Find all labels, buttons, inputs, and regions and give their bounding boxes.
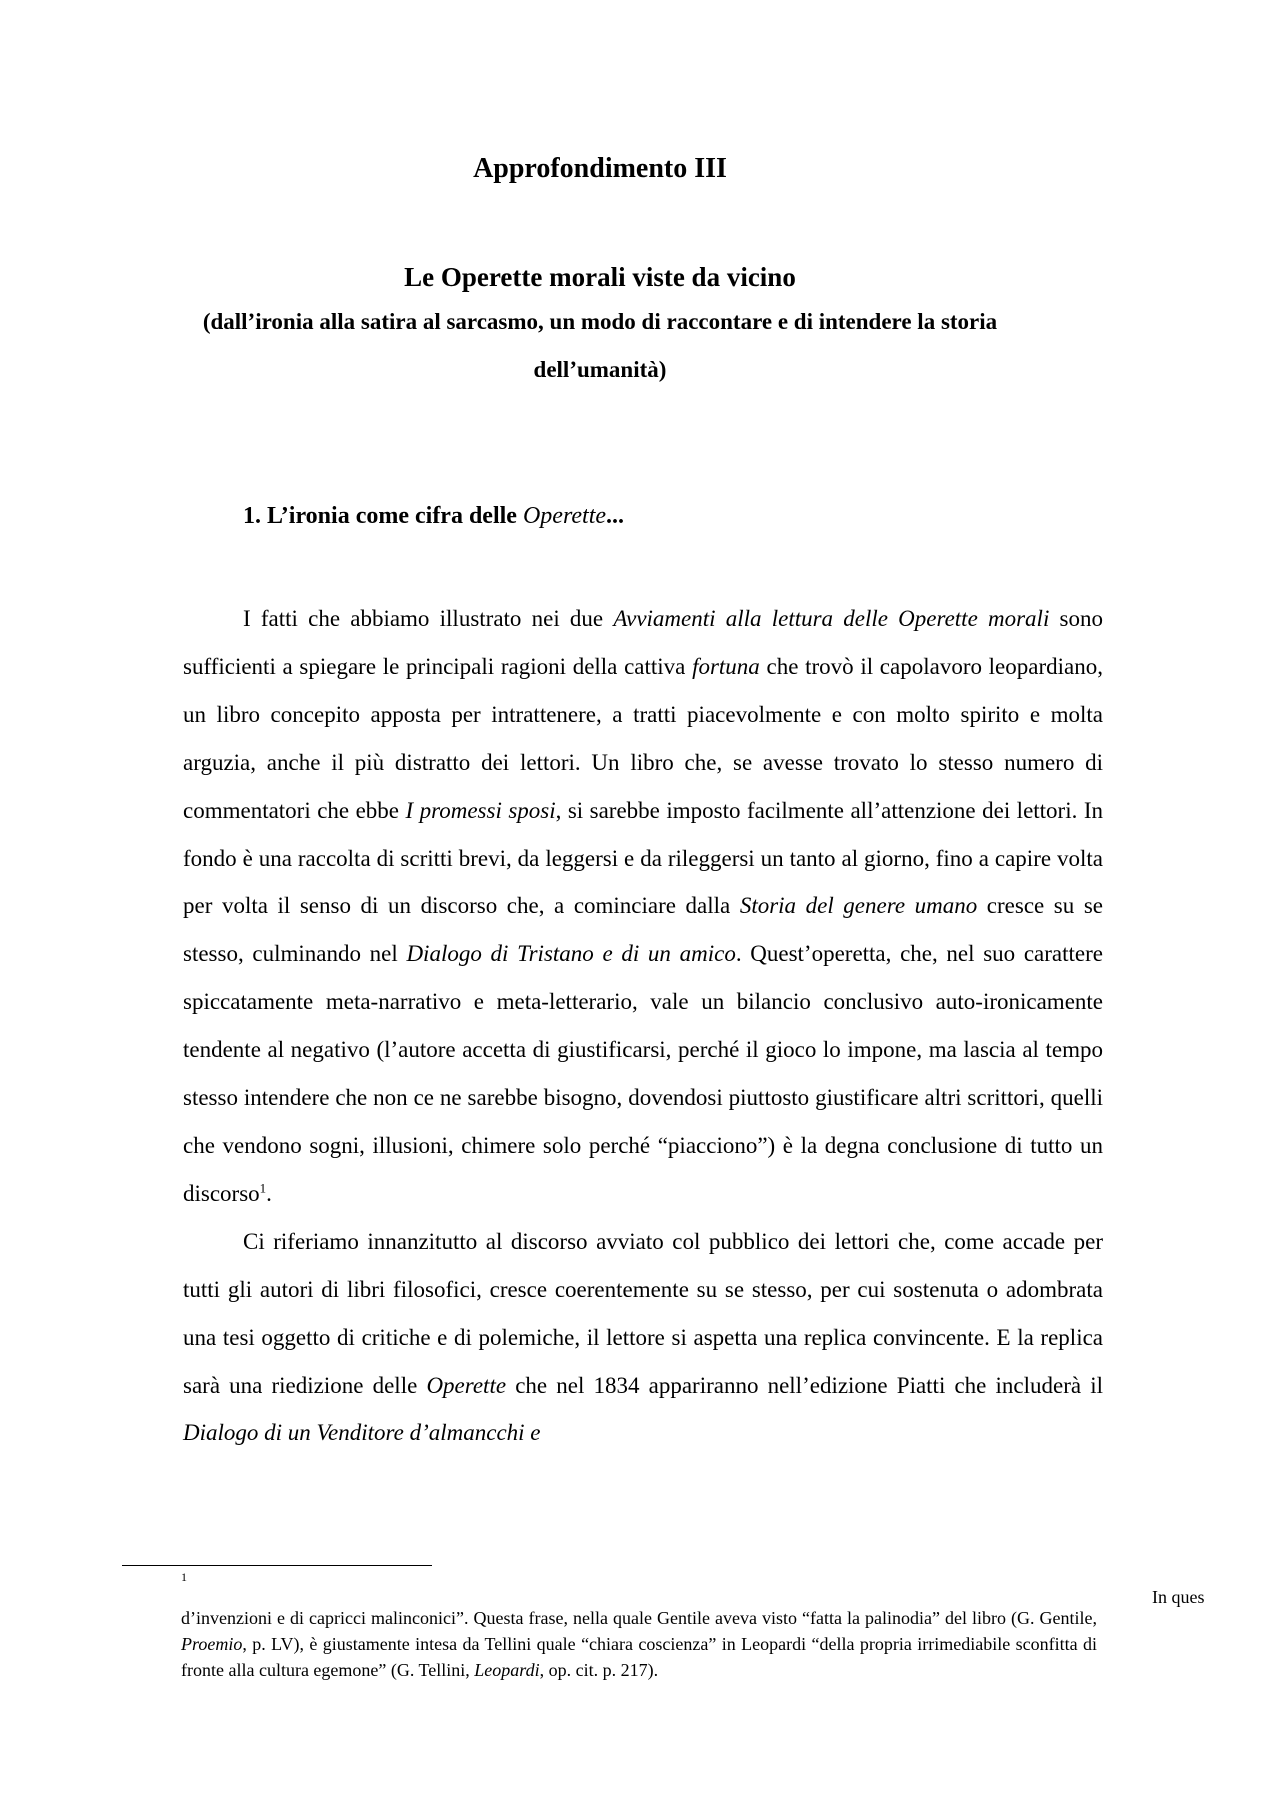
footnote-truncated-text: In ques — [1152, 1587, 1205, 1607]
text-run: . Quest’operetta, che, nel suo carattere spiccatamente meta-narrativo e meta-letterario, vale un bilancio conclusivo auto-ironicamente tendente al negativo (l’autore accetta di giustificarsi, perché il gioco lo impone, ma lascia al tempo stesso intendere che non ce ne sarebbe bisogno, dovendosi piuttosto giustificare altri scrittori, quelli che vendono sogni, illusioni, chimere solo perché “piacciono”) è la degna conclusione di tutto un discorso — [183, 941, 1103, 1206]
text-run: che trovò il capolavoro leopardiano, un libro concepito apposta per intrattenere, a tratti piacevolmente e con molto spirito e molta arguzia, anche il più distratto dei lettori. Un libro che, se avesse trovato lo stesso numero di commentatori che ebbe — [183, 653, 1103, 823]
text-run: Ci riferiamo innanzitutto al discorso avviato col pubblico dei lettori che, come accade per tutti gli autori di libri filosofici, cresce coerentemente su se stesso, per cui sostenuta o adombrata una tesi oggetto di critiche e di polemiche, il lettore si aspetta una replica convincente. E la replica sarà una riedizione delle — [183, 1228, 1103, 1398]
italic-run: Dialogo di un Venditore d’almancchi e — [183, 1420, 541, 1446]
italic-run: fortuna — [692, 653, 760, 679]
italic-run: Dialogo di Tristano e di un amico — [406, 941, 736, 967]
section-heading-prefix: 1. L’ironia come cifra delle — [243, 503, 523, 529]
text-run: , p. LV), è giustamente intesa da Tellini quale “chiara coscienza” in Leopardi “della propria irrimediabile sconfitta di fronte alla cultura egemone” (G. Tellini, — [181, 1634, 1097, 1680]
italic-run: Storia del genere umano — [739, 893, 978, 919]
text-run: cresce su se stesso, culminando nel — [183, 893, 1103, 967]
italic-run: Operette — [426, 1372, 507, 1398]
italic-run: I promessi sposi — [405, 797, 556, 823]
footnote-text — [181, 1605, 1097, 1683]
text-run: sono sufficienti a spiegare le principali ragioni della cattiva — [183, 606, 1104, 679]
section-heading — [243, 503, 624, 530]
text-run: . — [266, 1180, 272, 1206]
subtitle-parenthetical: (dall’ironia alla satira al sarcasmo, un modo di raccontare e di intendere la storia dell’umanità) — [202, 309, 998, 382]
italic-run: Leopardi — [474, 1660, 540, 1680]
subtitle-block — [150, 258, 1050, 394]
text-run: d’invenzioni e di capricci malinconici”. Questa frase, nella quale Gentile aveva visto “fatta la palinodia” del libro (G. Gentile, — [181, 1608, 1097, 1628]
paragraph-2 — [183, 1218, 1103, 1458]
italic-run: Proemio — [181, 1634, 243, 1654]
section-heading-italic: Operette — [522, 503, 607, 529]
text-run: , si sarebbe imposto facilmente all’attenzione dei lettori. In fondo è una raccolta di scritti brevi, da leggersi e da rileggersi un tanto al giorno, fino a capire volta per volta il senso di un discorso che, a cominciare dalla — [183, 797, 1103, 919]
paragraph-1 — [183, 595, 1103, 1218]
chapter-title: Approfondimento III — [473, 153, 727, 184]
text-run: I fatti che abbiamo illustrato nei due — [243, 606, 614, 631]
subtitle-main: Le Operette morali viste da vicino — [404, 262, 796, 292]
body-text — [183, 595, 1103, 1457]
italic-run: Avviamenti alla lettura delle Operette morali — [613, 606, 1050, 631]
section-heading-suffix: ... — [606, 503, 625, 529]
footnote-separator — [122, 1565, 432, 1566]
text-run: che nel 1834 appariranno nell’edizione Piatti che includerà il — [506, 1372, 1104, 1398]
footnote-number: 1 — [181, 1570, 187, 1584]
text-run: , op. cit. p. 217). — [539, 1660, 659, 1680]
footnote-reference[interactable]: 1 — [259, 1180, 267, 1196]
